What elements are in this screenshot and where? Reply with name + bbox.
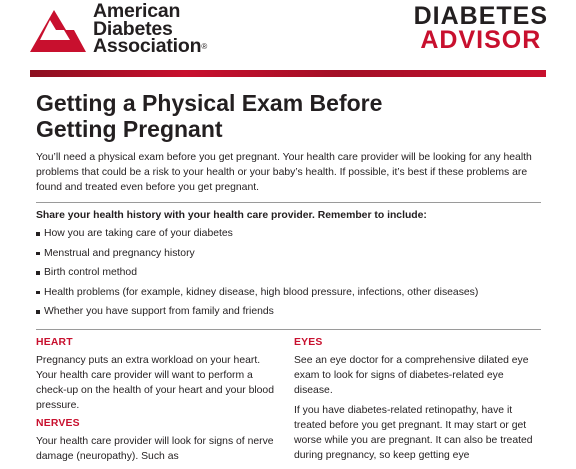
bullet-icon (36, 310, 40, 314)
diabetes-advisor-logo (414, 4, 548, 52)
divider (36, 329, 541, 330)
divider (36, 202, 541, 203)
header-color-band (30, 70, 546, 77)
nerves-heading: NERVES (36, 417, 80, 429)
ada-logo-text: American Diabetes Association® (93, 0, 208, 57)
page-header (0, 0, 576, 68)
list-item: How you are taking care of your diabetes (36, 224, 541, 244)
left-column (36, 337, 276, 469)
list-item: Health problems (for example, kidney disease, high blood pressure, infections, other diseases) (36, 283, 541, 303)
ada-logo-icon (26, 6, 90, 54)
main-content (36, 90, 541, 462)
advisor-line-2: ADVISOR (420, 26, 542, 54)
bullet-icon (36, 271, 40, 275)
eyes-heading: EYES (294, 336, 323, 348)
share-history-heading: Share your health history with your health care provider. Remember to include: (36, 210, 427, 221)
registered-mark: ® (201, 42, 208, 51)
eyes-text-2: If you have diabetes-related retinopathy, have it treated before you get pregnant. It may start or get worse while you are pregnant. It can also be treated during pregnancy, so keep getting eye (294, 404, 533, 461)
advisor-line-1: DIABETES (413, 2, 548, 30)
page-title: Getting a Physical Exam Before Getting Pregnant (36, 90, 383, 142)
bullet-icon (36, 232, 40, 236)
eyes-text-1: See an eye doctor for a comprehensive dilated eye exam to look for signs of diabetes-related eye disease. (294, 354, 529, 396)
list-item: Birth control method (36, 263, 541, 283)
right-column (294, 337, 534, 468)
share-history-list (36, 224, 541, 322)
intro-paragraph: You’ll need a physical exam before you get pregnant. Your health care provider will be looking for any health problems that could be a risk to your health or your baby’s health. If possible, it’s best if these problems are found and treated even before you get pregnant. (36, 152, 532, 193)
bullet-icon (36, 252, 40, 256)
list-item: Menstrual and pregnancy history (36, 244, 541, 264)
heart-text: Pregnancy puts an extra workload on your heart. Your health care provider will want to perform a check-up on the health of your heart and your blood pressure. (36, 354, 274, 411)
list-item: Whether you have support from family and friends (36, 302, 541, 322)
bullet-icon (36, 291, 40, 295)
nerves-text: Your health care provider will look for signs of nerve damage (neuropathy). Such as (36, 435, 274, 462)
heart-heading: HEART (36, 336, 73, 348)
